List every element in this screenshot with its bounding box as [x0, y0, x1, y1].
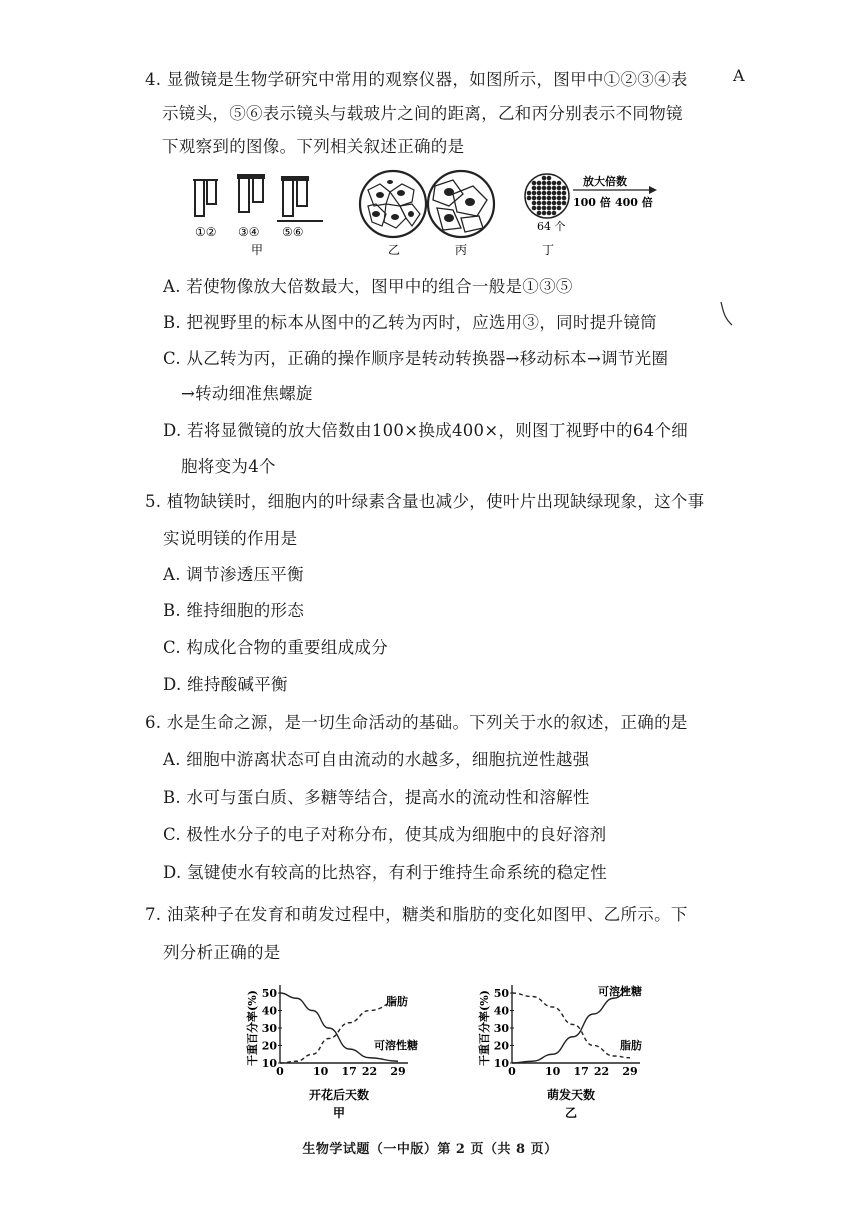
cell-dot — [547, 201, 552, 206]
panel-label: 乙 — [564, 1106, 578, 1120]
cell-dot — [547, 176, 552, 181]
series-line-2 — [280, 1002, 398, 1063]
cell-dot — [552, 191, 557, 196]
x-tick-label: 10 — [545, 1065, 561, 1078]
q4-stem-line-3: 下观察到的图像。下列相关叙述正确的是 — [162, 137, 465, 156]
q5-stem-line-2: 实说明镁的作用是 — [163, 529, 298, 548]
q4-option-c-cont: →转动细准焦螺旋 — [181, 384, 313, 403]
y-tick-label: 30 — [493, 1022, 509, 1035]
y-tick-label: 40 — [493, 1004, 509, 1018]
cell-dot — [542, 196, 547, 201]
microscope-figure — [185, 168, 675, 268]
x-tick-label: 0 — [508, 1065, 516, 1078]
series-label: 可溶性糖 — [598, 985, 642, 998]
q6-option-b: B. 水可与蛋白质、多糖等结合，提高水的流动性和溶解性 — [163, 788, 590, 807]
x-tick-label: 10 — [313, 1065, 329, 1078]
label-jia: 甲 — [251, 243, 264, 257]
y-axis-label: 干重百分率(%) — [478, 990, 491, 1066]
cell-dot — [527, 191, 532, 196]
label-mag-high: 400 倍 — [615, 196, 653, 209]
cell-dot — [562, 196, 567, 201]
q5-option-d: D. 维持酸碱平衡 — [163, 675, 288, 694]
y-tick-label: 20 — [493, 1039, 509, 1053]
cell-dot — [557, 191, 562, 196]
series-label: 脂肪 — [620, 1039, 642, 1052]
x-tick-label: 29 — [390, 1065, 406, 1078]
cell-dot — [542, 186, 547, 191]
x-tick-label: 17 — [341, 1065, 357, 1078]
cell-dot — [552, 206, 557, 211]
x-tick-label: 22 — [593, 1065, 610, 1078]
cell-dot — [557, 206, 562, 211]
cell-dot — [552, 186, 557, 191]
q5-stem-line-1: 5. 植物缺镁时，细胞内的叶绿素含量也减少，使叶片出现缺绿现象，这个事 — [145, 492, 705, 511]
pen-mark — [718, 300, 738, 330]
cell-dot — [547, 206, 552, 211]
cell-dot — [532, 196, 537, 201]
cell-dot — [547, 186, 552, 191]
cell-dot — [542, 191, 547, 196]
cell-dot — [532, 206, 537, 211]
x-tick-label: 17 — [573, 1065, 589, 1078]
q7-stem-line-2: 列分析正确的是 — [163, 943, 281, 962]
cell-dot — [527, 196, 532, 201]
lens-label-34: ③④ — [238, 225, 260, 239]
cell-dot — [537, 211, 542, 216]
cell-dot — [537, 196, 542, 201]
q4-option-b: B. 把视野里的标本从图中的乙转为丙时，应选用③，同时提升镜筒 — [163, 313, 657, 332]
label-bing: 丙 — [455, 243, 468, 257]
label-ding: 丁 — [542, 243, 555, 257]
q6-option-d: D. 氢键使水有较高的比热容，有利于维持生命系统的稳定性 — [163, 863, 608, 882]
cell-dot — [537, 206, 542, 211]
series-line-2 — [512, 993, 630, 1058]
corner-mark: A — [733, 66, 745, 85]
cell-dot — [537, 181, 542, 186]
y-tick-label: 20 — [261, 1039, 277, 1053]
series-line-1 — [512, 990, 630, 1064]
lens-group-12 — [193, 180, 218, 216]
y-tick-label: 10 — [261, 1057, 277, 1070]
cell-dot — [552, 181, 557, 186]
series-label: 可溶性糖 — [374, 1039, 418, 1052]
cell-dot — [547, 181, 552, 186]
cell-dot — [532, 181, 537, 186]
cell-dot — [542, 176, 547, 181]
q4-option-d: D. 若将显微镜的放大倍数由100×换成400×，则图丁视野中的64个细 — [163, 421, 689, 440]
x-axis-label: 开花后天数 — [308, 1088, 370, 1102]
x-tick-label: 22 — [361, 1065, 378, 1078]
y-tick-label: 50 — [493, 987, 509, 1000]
y-tick-label: 30 — [261, 1022, 277, 1035]
lens-label-12: ①② — [195, 225, 217, 239]
cell-dot — [532, 201, 537, 206]
page-footer: 生物学试题（一中版）第 2 页（共 8 页） — [302, 1142, 558, 1157]
cell-dot — [552, 196, 557, 201]
q5-option-b: B. 维持细胞的形态 — [163, 601, 305, 620]
cell-dot — [537, 191, 542, 196]
q4-option-c: C. 从乙转为丙，正确的操作顺序是转动转换器→移动标本→调节光圈 — [163, 349, 669, 368]
chart-jia — [238, 975, 438, 1130]
mag-arrow-head — [649, 186, 657, 194]
chart-yi — [470, 975, 680, 1130]
label-mag-low: 100 倍 — [573, 196, 611, 209]
q5-option-a: A. 调节渗透压平衡 — [163, 565, 304, 584]
cell-dot — [562, 186, 567, 191]
cell-dot — [537, 201, 542, 206]
lens-group-56 — [277, 176, 323, 221]
label-yi: 乙 — [388, 243, 401, 257]
cell-dot — [557, 186, 562, 191]
label-mag-title: 放大倍数 — [583, 175, 627, 188]
x-axis-label: 萌发天数 — [546, 1088, 596, 1102]
q5-option-c: C. 构成化合物的重要组成成分 — [163, 638, 389, 657]
q4-option-a: A. 若使物像放大倍数最大，图甲中的组合一般是①③⑤ — [163, 277, 573, 296]
lens-label-56: ⑤⑥ — [282, 225, 304, 239]
q4-stem-line-2: 示镜头，⑤⑥表示镜头与载玻片之间的距离，乙和丙分别表示不同物镜 — [162, 104, 683, 123]
y-axis-label: 干重百分率(%) — [246, 990, 259, 1066]
q4-stem-line-1: 4. 显微镜是生物学研究中常用的观察仪器，如图所示，图甲中①②③④表 — [145, 70, 688, 89]
lens-group-34 — [237, 174, 265, 212]
y-tick-label: 10 — [493, 1057, 509, 1070]
cell-dot — [547, 196, 552, 201]
cell-dot — [542, 181, 547, 186]
cell-dot — [562, 201, 567, 206]
cell-dot — [537, 186, 542, 191]
x-tick-label: 0 — [276, 1065, 284, 1078]
panel-label: 甲 — [332, 1106, 346, 1120]
q6-option-a: A. 细胞中游离状态可自由流动的水越多，细胞抗逆性越强 — [163, 750, 590, 769]
x-tick-label: 29 — [622, 1065, 638, 1078]
series-label: 脂肪 — [386, 995, 408, 1008]
cell-dot — [542, 201, 547, 206]
cell-dot — [532, 186, 537, 191]
q7-stem-line-1: 7. 油菜种子在发育和萌发过程中，糖类和脂肪的变化如图甲、乙所示。下 — [145, 905, 688, 924]
cell-dot — [557, 201, 562, 206]
cell-dot — [557, 196, 562, 201]
q6-stem: 6. 水是生命之源，是一切生命活动的基础。下列关于水的叙述，正确的是 — [145, 713, 688, 732]
q4-option-d-cont: 胞将变为4个 — [181, 457, 276, 476]
cell-dot — [562, 191, 567, 196]
q6-option-c: C. 极性水分子的电子对称分布，使其成为细胞中的良好溶剂 — [163, 825, 607, 844]
cell-dot — [542, 206, 547, 211]
y-tick-label: 40 — [261, 1004, 277, 1018]
cell-dot — [557, 181, 562, 186]
cell-dot — [552, 201, 557, 206]
view-bing — [428, 171, 494, 237]
cell-dot — [542, 211, 547, 216]
view-ding — [525, 174, 569, 218]
label-cell-count: 64 个 — [537, 220, 566, 233]
view-yi — [360, 171, 426, 237]
y-tick-label: 50 — [261, 987, 277, 1000]
cell-dot — [547, 191, 552, 196]
cell-dot — [532, 191, 537, 196]
cell-dot — [547, 211, 552, 216]
cell-dot — [552, 211, 557, 216]
